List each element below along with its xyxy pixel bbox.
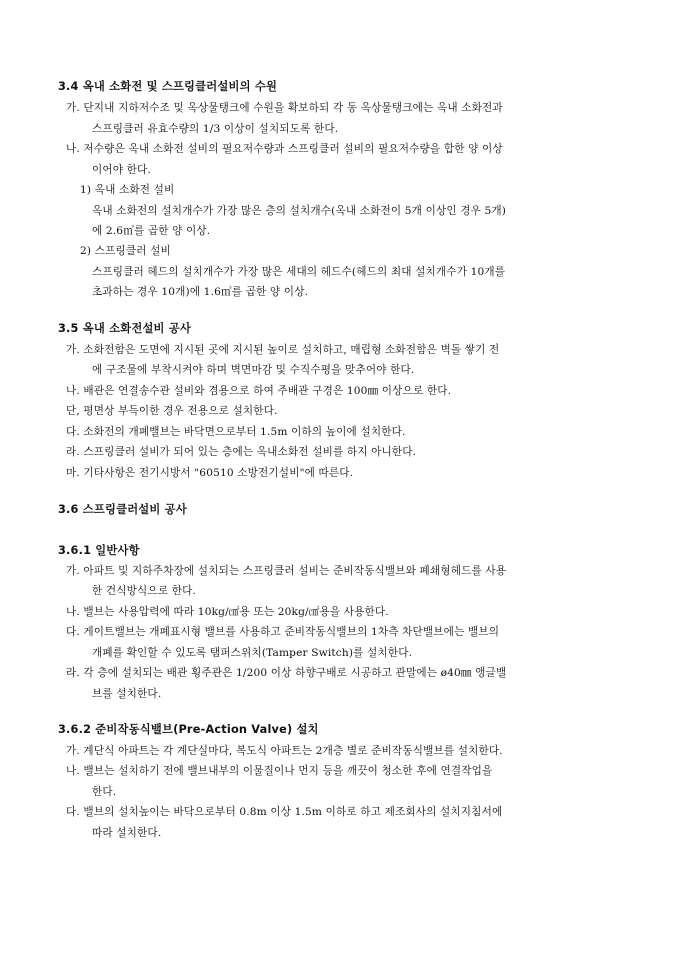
s361-item-ra-line2: 브를 설치한다. [92,688,162,700]
s362-item-da-line1: 다. 밸브의 설치높이는 바닥으로부터 0.8m 이상 1.5m 이하로 하고 제조회사의 설치지침서에 [66,806,503,818]
s362-item-ga: 가. 계단식 아파트는 각 계단실마다, 복도식 아파트는 2개층 별로 준비작동식밸브를 설치한다. [66,745,503,757]
s35-item-ma: 마. 기타사항은 전기시방서 "60510 소방전기설비"에 따른다. [66,467,354,479]
s362-item-da-line2: 따라 설치한다. [92,827,162,839]
s361-item-ga-line1: 가. 아파트 및 지하주차장에 설치되는 스프링클러 설비는 준비작동식밸브와 폐쇄형헤드를 사용 [66,565,507,577]
s34-sub2-line2: 초과하는 경우 10개)에 1.6㎥를 곱한 양 이상. [92,286,309,298]
s35-item-da: 다. 소화전의 개폐밸브는 바닥면으로부터 1.5m 이하의 높이에 설치한다. [66,426,406,438]
s34-sub1-line1: 옥내 소화전의 설치개수가 가장 많은 층의 설치개수(옥내 소화전이 5개 이상인 경우 5개) [92,205,507,217]
s35-item-ra: 라. 스프링클러 설비가 되어 있는 층에는 옥내소화전 설비를 하지 아니한다. [66,446,417,458]
s34-item-na-line2: 이어야 한다. [92,164,151,176]
s35-item-na: 나. 배관은 연결송수관 설비와 겸용으로 하여 주배관 구경은 100㎜ 이상으로 한다. [66,385,452,397]
section-3-6-2-heading: 3.6.2 준비작동식밸브(Pre-Action Valve) 설치 [58,723,319,736]
s35-item-ga-line1: 가. 소화전함은 도면에 지시된 곳에 지시된 높이로 설치하고, 매립형 소화전함은 벽돌 쌓기 전 [66,344,500,356]
s35-item-dan: 단, 평면상 부득이한 경우 전용으로 설치한다. [66,405,278,417]
s34-item-ga-line2: 스프링클러 유효수량의 1/3 이상이 설치되도록 한다. [92,123,339,135]
s34-sub2-line1: 스프링클러 헤드의 설치개수가 가장 많은 세대의 헤드수(헤드의 최대 설치개수가 10개를 [92,266,506,278]
s34-item-na-line1: 나. 저수량은 옥내 소화전 설비의 필요저수량과 스프링클러 설비의 필요저수량을 합한 양 이상 [66,143,503,155]
s361-item-ga-line2: 한 건식방식으로 한다. [92,585,197,597]
section-3-6-1-heading: 3.6.1 일반사항 [58,544,140,557]
s35-item-ga-line2: 에 구조물에 부착시켜야 하며 벽면마감 및 수직수평을 맞추어야 한다. [92,364,415,376]
section-3-5-heading: 3.5 옥내 소화전설비 공사 [58,322,192,335]
s361-item-na: 나. 밸브는 사용압력에 따라 10kg/㎠용 또는 20kg/㎠용을 사용한다. [66,606,389,618]
s34-sub1-line2: 에 2.6㎥를 곱한 양 이상. [92,225,211,237]
s34-sub1-title: 1) 옥내 소화전 설비 [80,184,175,196]
s362-item-na-line2: 한다. [92,786,117,798]
s34-sub2-title: 2) 스프링클러 설비 [80,245,171,257]
s362-item-na-line1: 나. 밸브는 설치하기 전에 밸브내부의 이물질이나 먼지 등을 깨끗이 청소한 후에 연결작업을 [66,765,493,777]
s34-item-ga-line1: 가. 단지내 지하저수조 및 옥상물탱크에 수원을 확보하되 각 동 옥상물탱크에는 옥내 소화전과 [66,102,503,114]
s361-item-da-line1: 다. 게이트밸브는 개폐표시형 밸브를 사용하고 준비작동식밸브의 1차측 차단밸브에는 밸브의 [66,626,500,638]
s361-item-da-line2: 개폐를 확인할 수 있도록 탬퍼스위치(Tamper Switch)를 설치한다. [92,647,413,659]
section-3-4-heading: 3.4 옥내 소화전 및 스프링클러설비의 수원 [58,80,278,93]
s361-item-ra-line1: 라. 각 층에 설치되는 배관 횡주관은 1/200 이상 하향구배로 시공하고 관말에는 ø40㎜ 앵글밸 [66,667,507,679]
section-3-6-heading: 3.6 스프링클러설비 공사 [58,503,187,516]
